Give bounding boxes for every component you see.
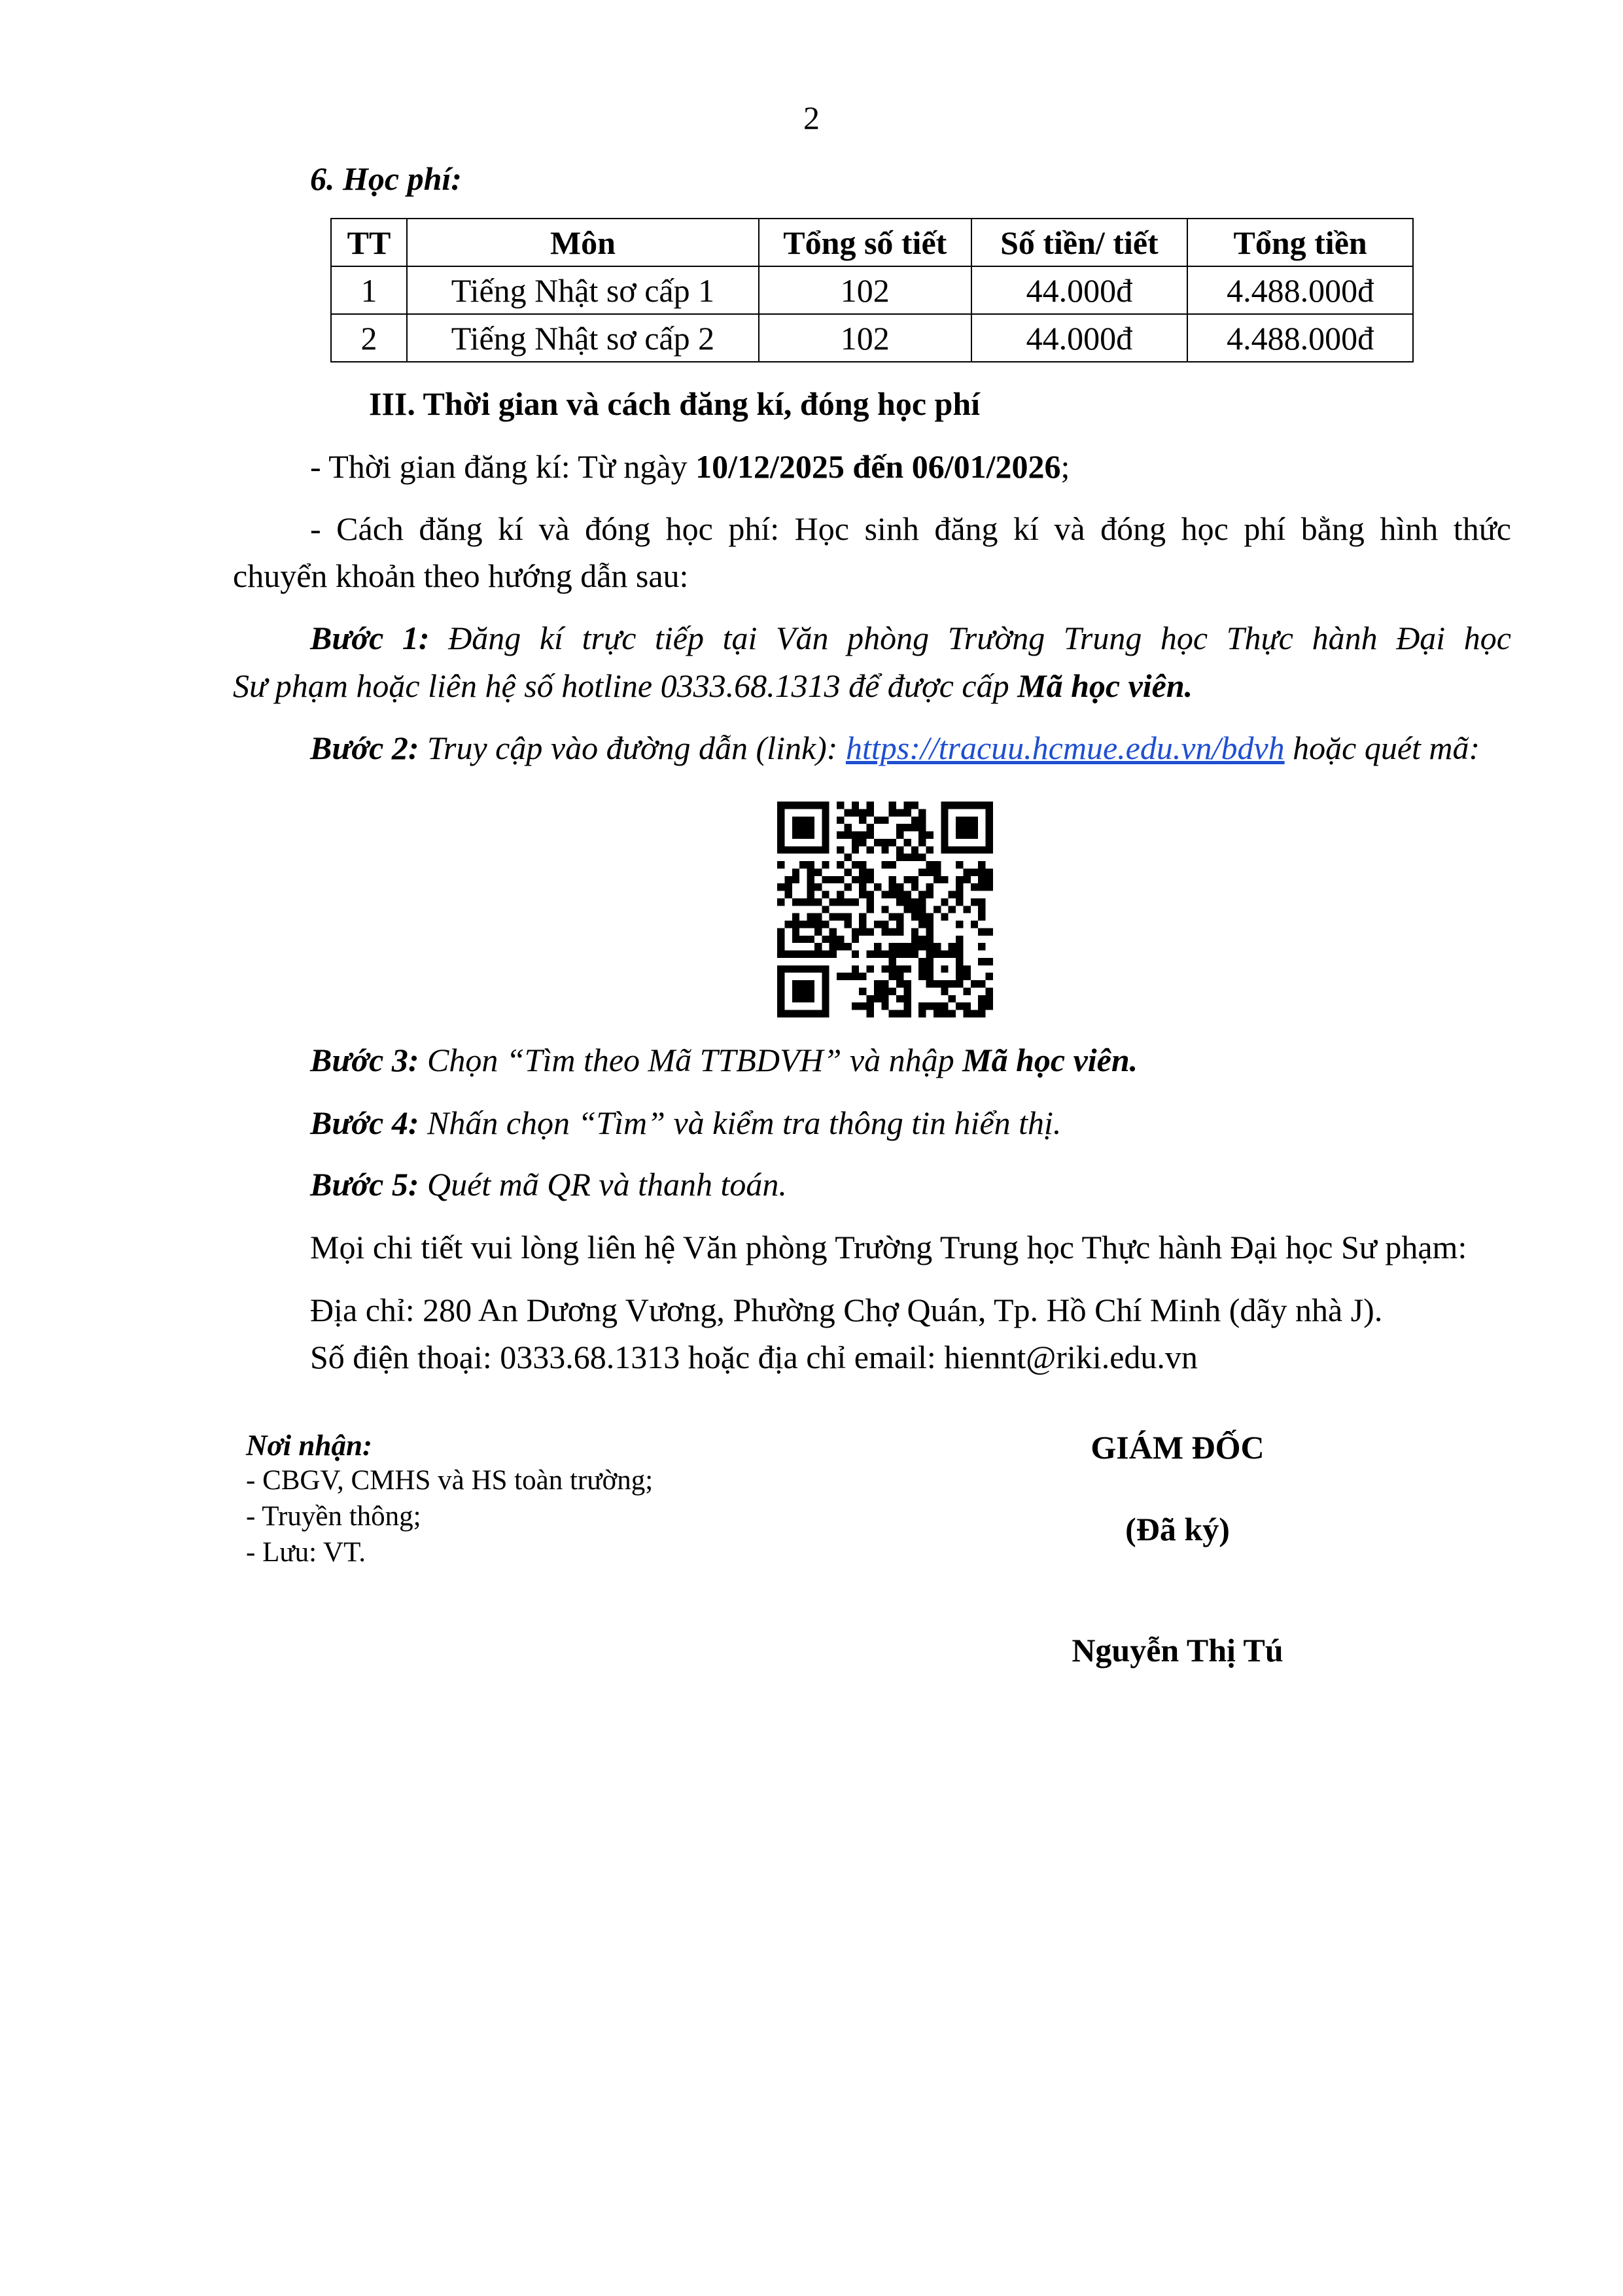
step4-label: Bước 4: — [310, 1104, 419, 1141]
page-number: 2 — [803, 99, 820, 136]
step5-line — [310, 1165, 787, 1204]
table-cell: 44.000đ — [971, 266, 1188, 314]
registration-time — [310, 447, 1070, 486]
step4-line — [310, 1103, 1061, 1142]
table-cell: 4.488.000đ — [1187, 266, 1413, 314]
table-cell: Tiếng Nhật sơ cấp 1 — [407, 266, 759, 314]
fee-table — [330, 218, 1414, 362]
table-cell: 44.000đ — [971, 314, 1188, 362]
section-3-heading: III. Thời gian và cách đăng kí, đóng học phí — [369, 385, 981, 422]
step1-bold: Mã học viên. — [1017, 667, 1193, 704]
section-6-heading: 6. Học phí: — [310, 160, 462, 197]
qr-code-image — [777, 802, 993, 1017]
header-tt: TT — [331, 219, 407, 266]
step1-label: Bước 1: — [310, 620, 430, 656]
step3-line — [310, 1040, 1138, 1080]
recipient-item: - Lưu: VT. — [246, 1537, 366, 1568]
recipients-title: Nơi nhận: — [246, 1429, 372, 1462]
step1-line1 — [310, 618, 1511, 658]
table-header-row — [331, 219, 1413, 266]
contact-phone-email: Số điện thoại: 0333.68.1313 hoặc địa chỉ email: hiennt@riki.edu.vn — [310, 1339, 1198, 1375]
step5-label: Bước 5: — [310, 1166, 419, 1203]
step1-text: Đăng kí trực tiếp tại Văn phòng Trường Trung học Thực hành Đại học — [429, 620, 1511, 656]
step2-label: Bước 2: — [310, 730, 419, 766]
registration-link[interactable]: https://tracuu.hcmue.edu.vn/bdvh — [845, 730, 1285, 766]
step5-text: Quét mã QR và thanh toán. — [419, 1166, 787, 1203]
header-mon: Môn — [407, 219, 759, 266]
contact-address: Địa chỉ: 280 An Dương Vương, Phường Chợ Quán, Tp. Hồ Chí Minh (dãy nhà J). — [310, 1292, 1383, 1328]
signature-signed: (Đã ký) — [1125, 1511, 1230, 1547]
header-fee-per-period: Số tiền/ tiết — [971, 219, 1188, 266]
step2-suffix: hoặc quét mã: — [1284, 730, 1480, 766]
table-row — [331, 266, 1413, 314]
step3-text: Chọn “Tìm theo Mã TTBDVH” và nhập — [419, 1042, 963, 1078]
step1-text-2: Sư phạm hoặc liên hệ số hotline 0333.68.1313 để được cấp — [233, 667, 1018, 704]
registration-method-line1: - Cách đăng kí và đóng học phí: Học sinh đăng kí và đóng học phí bằng hình thức — [310, 510, 1511, 547]
header-total-periods: Tổng số tiết — [759, 219, 971, 266]
registration-method-line2: chuyển khoản theo hướng dẫn sau: — [233, 557, 689, 594]
step1-line2 — [233, 666, 1193, 705]
table-cell: 4.488.000đ — [1187, 314, 1413, 362]
registration-time-suffix: ; — [1060, 448, 1070, 485]
step3-bold: Mã học viên. — [962, 1042, 1138, 1078]
signature-position: GIÁM ĐỐC — [1091, 1429, 1265, 1466]
table-cell: 2 — [331, 314, 407, 362]
signature-name: Nguyễn Thị Tú — [1072, 1632, 1283, 1669]
registration-time-prefix: - Thời gian đăng kí: Từ ngày — [310, 448, 696, 485]
table-cell: 102 — [759, 314, 971, 362]
step2-line — [310, 728, 1480, 768]
recipient-item: - Truyền thông; — [246, 1501, 421, 1532]
table-row — [331, 314, 1413, 362]
table-cell: 102 — [759, 266, 971, 314]
table-cell: 1 — [331, 266, 407, 314]
header-total-fee: Tổng tiền — [1187, 219, 1413, 266]
registration-time-range: 10/12/2025 đến 06/01/2026 — [695, 448, 1061, 485]
contact-intro: Mọi chi tiết vui lòng liên hệ Văn phòng Trường Trung học Thực hành Đại học Sư phạm: — [310, 1229, 1467, 1265]
step2-text: Truy cập vào đường dẫn (link): — [419, 730, 846, 766]
step4-text: Nhấn chọn “Tìm” và kiểm tra thông tin hiển thị. — [419, 1104, 1062, 1141]
step3-label: Bước 3: — [310, 1042, 419, 1078]
table-cell: Tiếng Nhật sơ cấp 2 — [407, 314, 759, 362]
recipient-item: - CBGV, CMHS và HS toàn trường; — [246, 1465, 654, 1496]
